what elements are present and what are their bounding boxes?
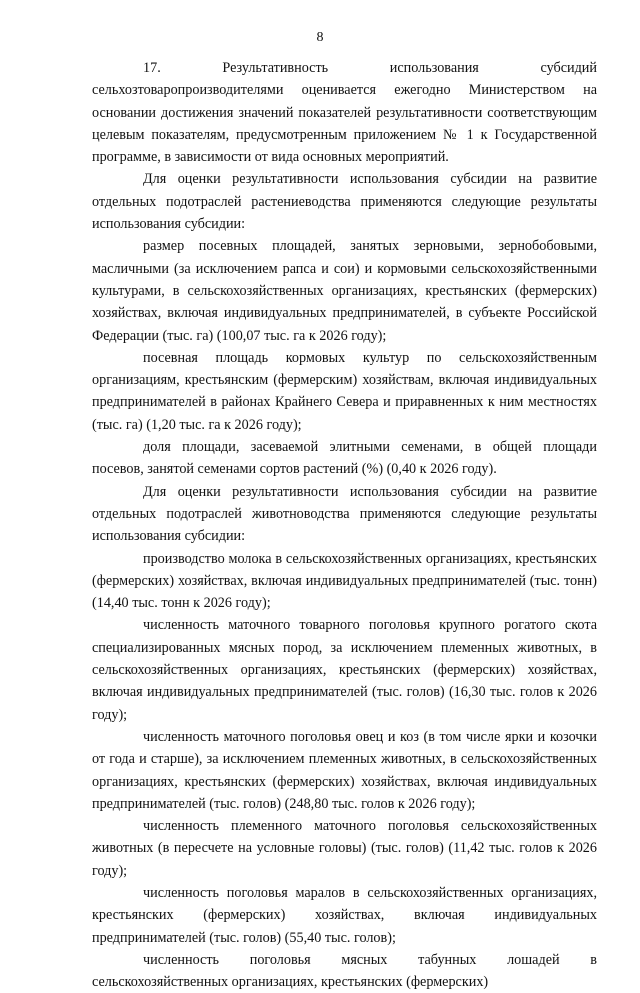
paragraph-livestock-intro: Для оценки результативности использования субсидии на развитие отдельных подотраслей животноводства применяются следующие результаты использования субсидии:	[92, 483, 597, 545]
paragraph-results-evaluation: 17. Результативность использования субсидий сельхозтоваропроизводителями оценивается ежегодно Министерством на основании достижения значений показателей результативности соответствующим целевым показателям, предусмотренным приложением № 1 к Государственной программе, в зависимости от вида основных мероприятий.	[92, 60, 597, 166]
page-number: 8	[316, 30, 324, 45]
paragraph-milk-production: производство молока в сельскохозяйственных организациях, крестьянских (фермерских) хозяйствах, включая индивидуальных предпринимателей (тыс. тонн) (14,40 тыс. тонн к 2026 году);	[92, 550, 597, 612]
paragraph-sown-area: размер посевных площадей, занятых зерновыми, зернобобовыми, масличными (за исключением рапса и сои) и кормовыми сельскохозяйственными культурами, в сельскохозяйственных организациях, крестьянских (фермерских) хозяйствах, включая индивидуальных предпринимателей, в субъекте Российской Федерации (тыс. га) (100,07 тыс. га к 2026 году);	[92, 238, 597, 344]
paragraph-breeding-stock: численность племенного маточного поголовья сельскохозяйственных животных (в пересчете на условные головы) (тыс. голов) (11,42 тыс. голов к 2026 году);	[92, 818, 597, 879]
paragraph-elite-seeds: доля площади, засеваемой элитными семенами, в общей площади посевов, занятой семенами сортов растений (%) (0,40 к 2026 году).	[92, 439, 597, 478]
document-body	[92, 57, 597, 993]
paragraph-sheep-goats: численность маточного поголовья овец и коз (в том числе ярки и козочки от года и старше), за исключением племенных животных, в сельскохозяйственных организациях, крестьянских (фермерских) хозяйствах, включая индивидуальных предпринимателей (тыс. голов) (248,80 тыс. голов к 2026 году);	[92, 728, 597, 812]
paragraph-horses: численность поголовья мясных табунных лошадей в сельскохозяйственных организациях, крестьянских (фермерских)	[92, 951, 597, 991]
paragraph-crop-intro: Для оценки результативности использования субсидии на развитие отдельных подотраслей растениеводства применяются следующие результаты использования субсидии:	[92, 171, 597, 233]
paragraph-forage-area: посевная площадь кормовых культур по сельскохозяйственным организациям, крестьянским (фермерским) хозяйствам, включая индивидуальных предпринимателей в районах Крайнего Севера и приравненных к ним местностях (тыс. га) (1,20 тыс. га к 2026 году);	[92, 349, 597, 433]
paragraph-beef-cattle: численность маточного товарного поголовья крупного рогатого скота специализированных мясных пород, за исключением племенных животных, в сельскохозяйственных организациях, крестьянских (фермерских) хозяйствах, включая индивидуальных предпринимателей (тыс. голов) (16,30 тыс. голов к 2026 году);	[92, 617, 597, 723]
paragraph-marals: численность поголовья маралов в сельскохозяйственных организациях, крестьянских (фермерских) хозяйствах, включая индивидуальных предпринимателей (тыс. голов) (55,40 тыс. голов);	[92, 884, 597, 946]
